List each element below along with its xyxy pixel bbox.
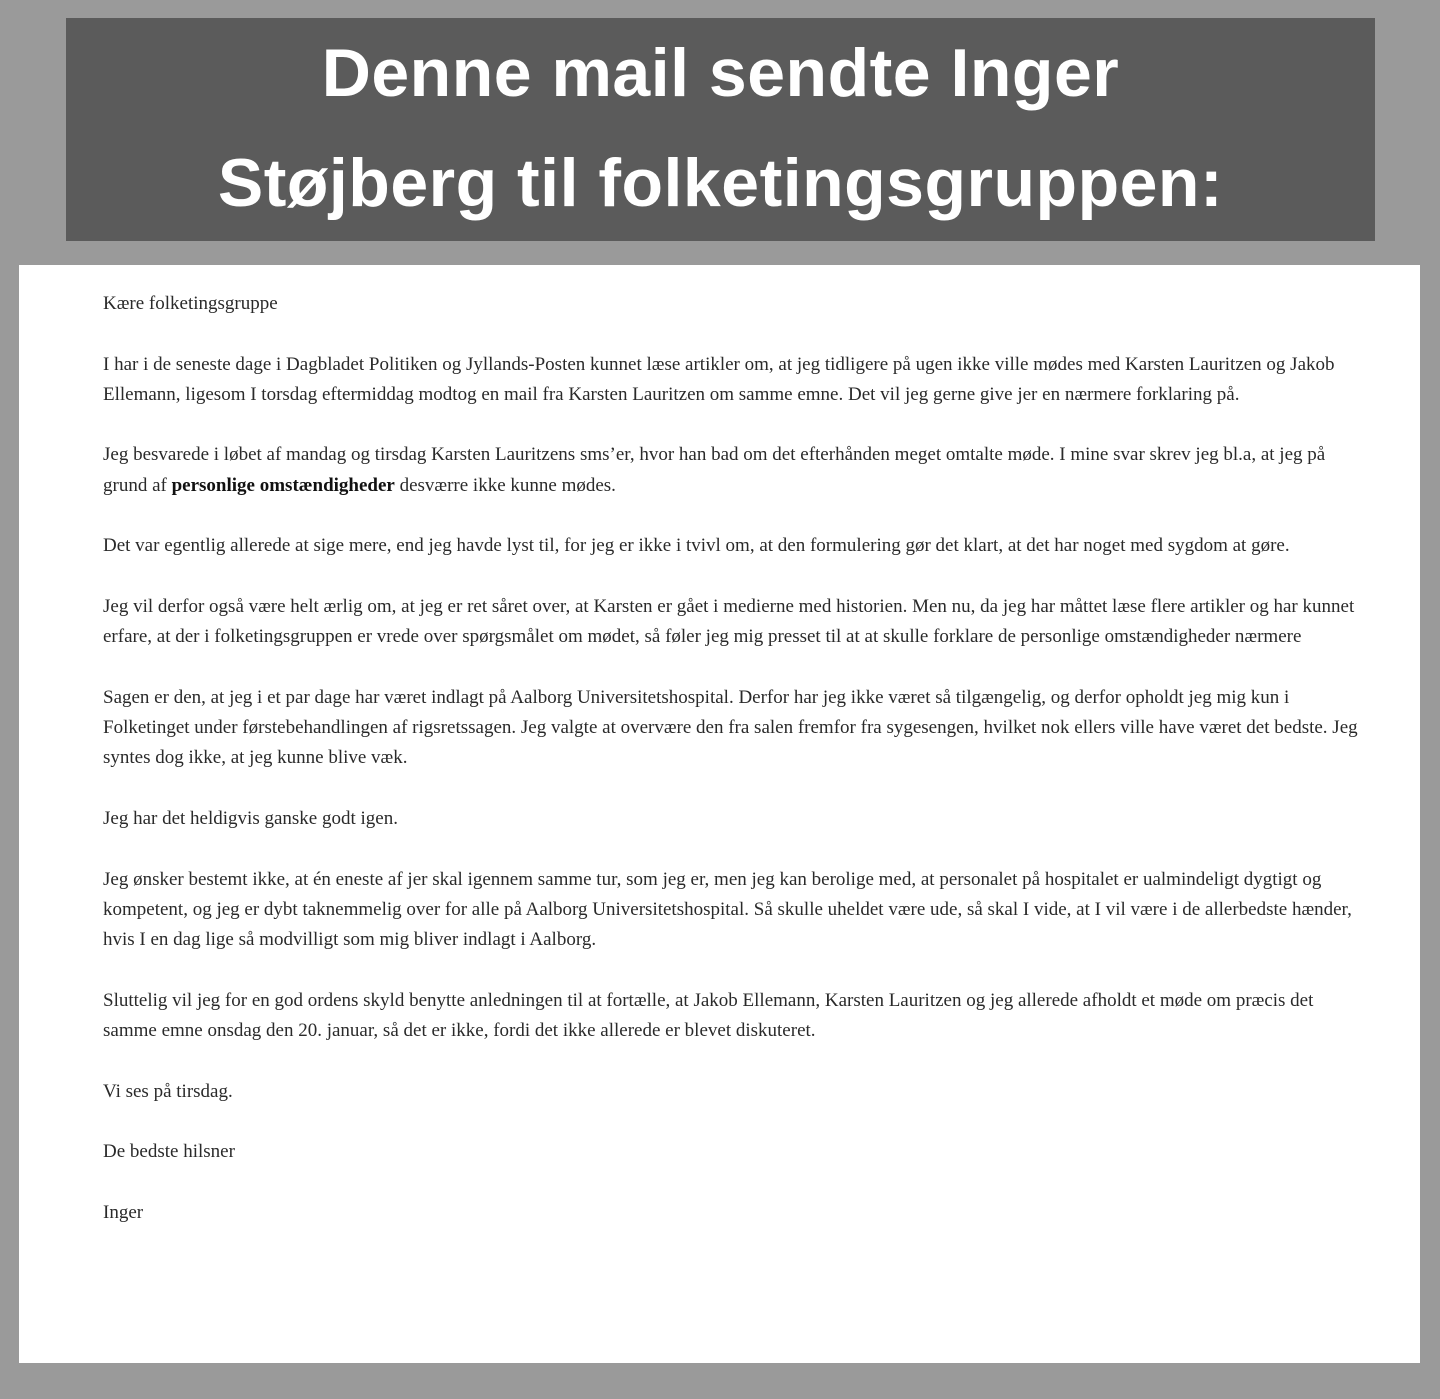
paragraph-4: Jeg vil derfor også være helt ærlig om, at jeg er ret såret over, at Karsten er gået i medierne med historien. Men nu, da jeg har måttet læse flere artikler og har kunnet erfare, at der i folketingsgruppen er vrede over spørgsmålet om mødet, så føler jeg mig presset til at at skulle forklare de personlige omstændigheder nærmere [103, 595, 1355, 648]
headline-banner [66, 18, 1375, 241]
paragraph-2-part-1: Jeg besvarede i løbet af mandag og tirsdag Karsten Lauritzens sms’er, hvor han bad om det efterhånden meget omtalte møde. I mine svar skrev jeg bl.a, at jeg på grund af [103, 444, 1326, 496]
paragraph-3: Det var egentlig allerede at sige mere, end jeg havde lyst til, for jeg er ikke i tvivl om, at den formulering gør det klart, at det har noget med sygdom at gøre. [103, 535, 1290, 557]
paragraph-6: Jeg har det heldigvis ganske godt igen. [103, 808, 398, 830]
greeting: Kære folketingsgruppe [103, 293, 278, 314]
signature: Inger [103, 1201, 144, 1223]
paragraph-5: Sagen er den, at jeg i et par dage har været indlagt på Aalborg Universitetshospital. Derfor har jeg ikke været så tilgængelig, og derfor opholdt jeg mig kun i Folketinget under førstebehandlingen af rigsretssagen. Jeg valgte at overvære den fra salen fremfor fra sygesengen, hvilket nok ellers ville have været det bedste. Jeg syntes dog ikke, at jeg kunne blive væk. [103, 686, 1358, 769]
closing: De bedste hilsner [103, 1141, 235, 1163]
paragraph-1: I har i de seneste dage i Dagbladet Politiken og Jyllands-Posten kunnet læse artikler om, at jeg tidligere på ugen ikke ville mødes med Karsten Lauritzen og Jakob Ellemann, ligesom I torsdag eftermiddag modtog en mail fra Karsten Lauritzen om samme emne. Det vil jeg gerne give jer en nærmere forklaring på. [103, 353, 1335, 405]
paragraph-2-part-2: desværre ikke kunne mødes. [394, 474, 616, 496]
email-body [19, 265, 1420, 1363]
paragraph-7: Jeg ønsker bestemt ikke, at én eneste af jer skal igennem samme tur, som jeg er, men jeg kan berolige med, at personalet på hospitalet er ualmindeligt dygtigt og kompetent, og jeg er dybt taknemmelig over for alle på Aalborg Universitetshospital. Så skulle uheldet være ude, så skal I vide, at I vil være i de allerbedste hænder, hvis I en dag lige så modvilligt som mig bliver indlagt i Aalborg. [103, 868, 1352, 951]
paragraph-8: Sluttelig vil jeg for en god ordens skyld benytte anledningen til at fortælle, at Jakob Ellemann, Karsten Lauritzen og jeg allerede afholdt et møde om præcis det samme emne onsdag den 20. januar, så det er ikke, fordi det ikke allerede er blevet diskuteret. [103, 989, 1314, 1042]
emphasis-personal-circumstances: personlige omstændigheder [171, 474, 395, 496]
paragraph-2 [103, 440, 1370, 501]
paragraph-9: Vi ses på tirsdag. [103, 1080, 233, 1102]
headline-line-1: Denne mail sendte Inger [321, 35, 1120, 111]
headline-line-2: Støjberg til folketingsgruppen: [217, 145, 1224, 221]
